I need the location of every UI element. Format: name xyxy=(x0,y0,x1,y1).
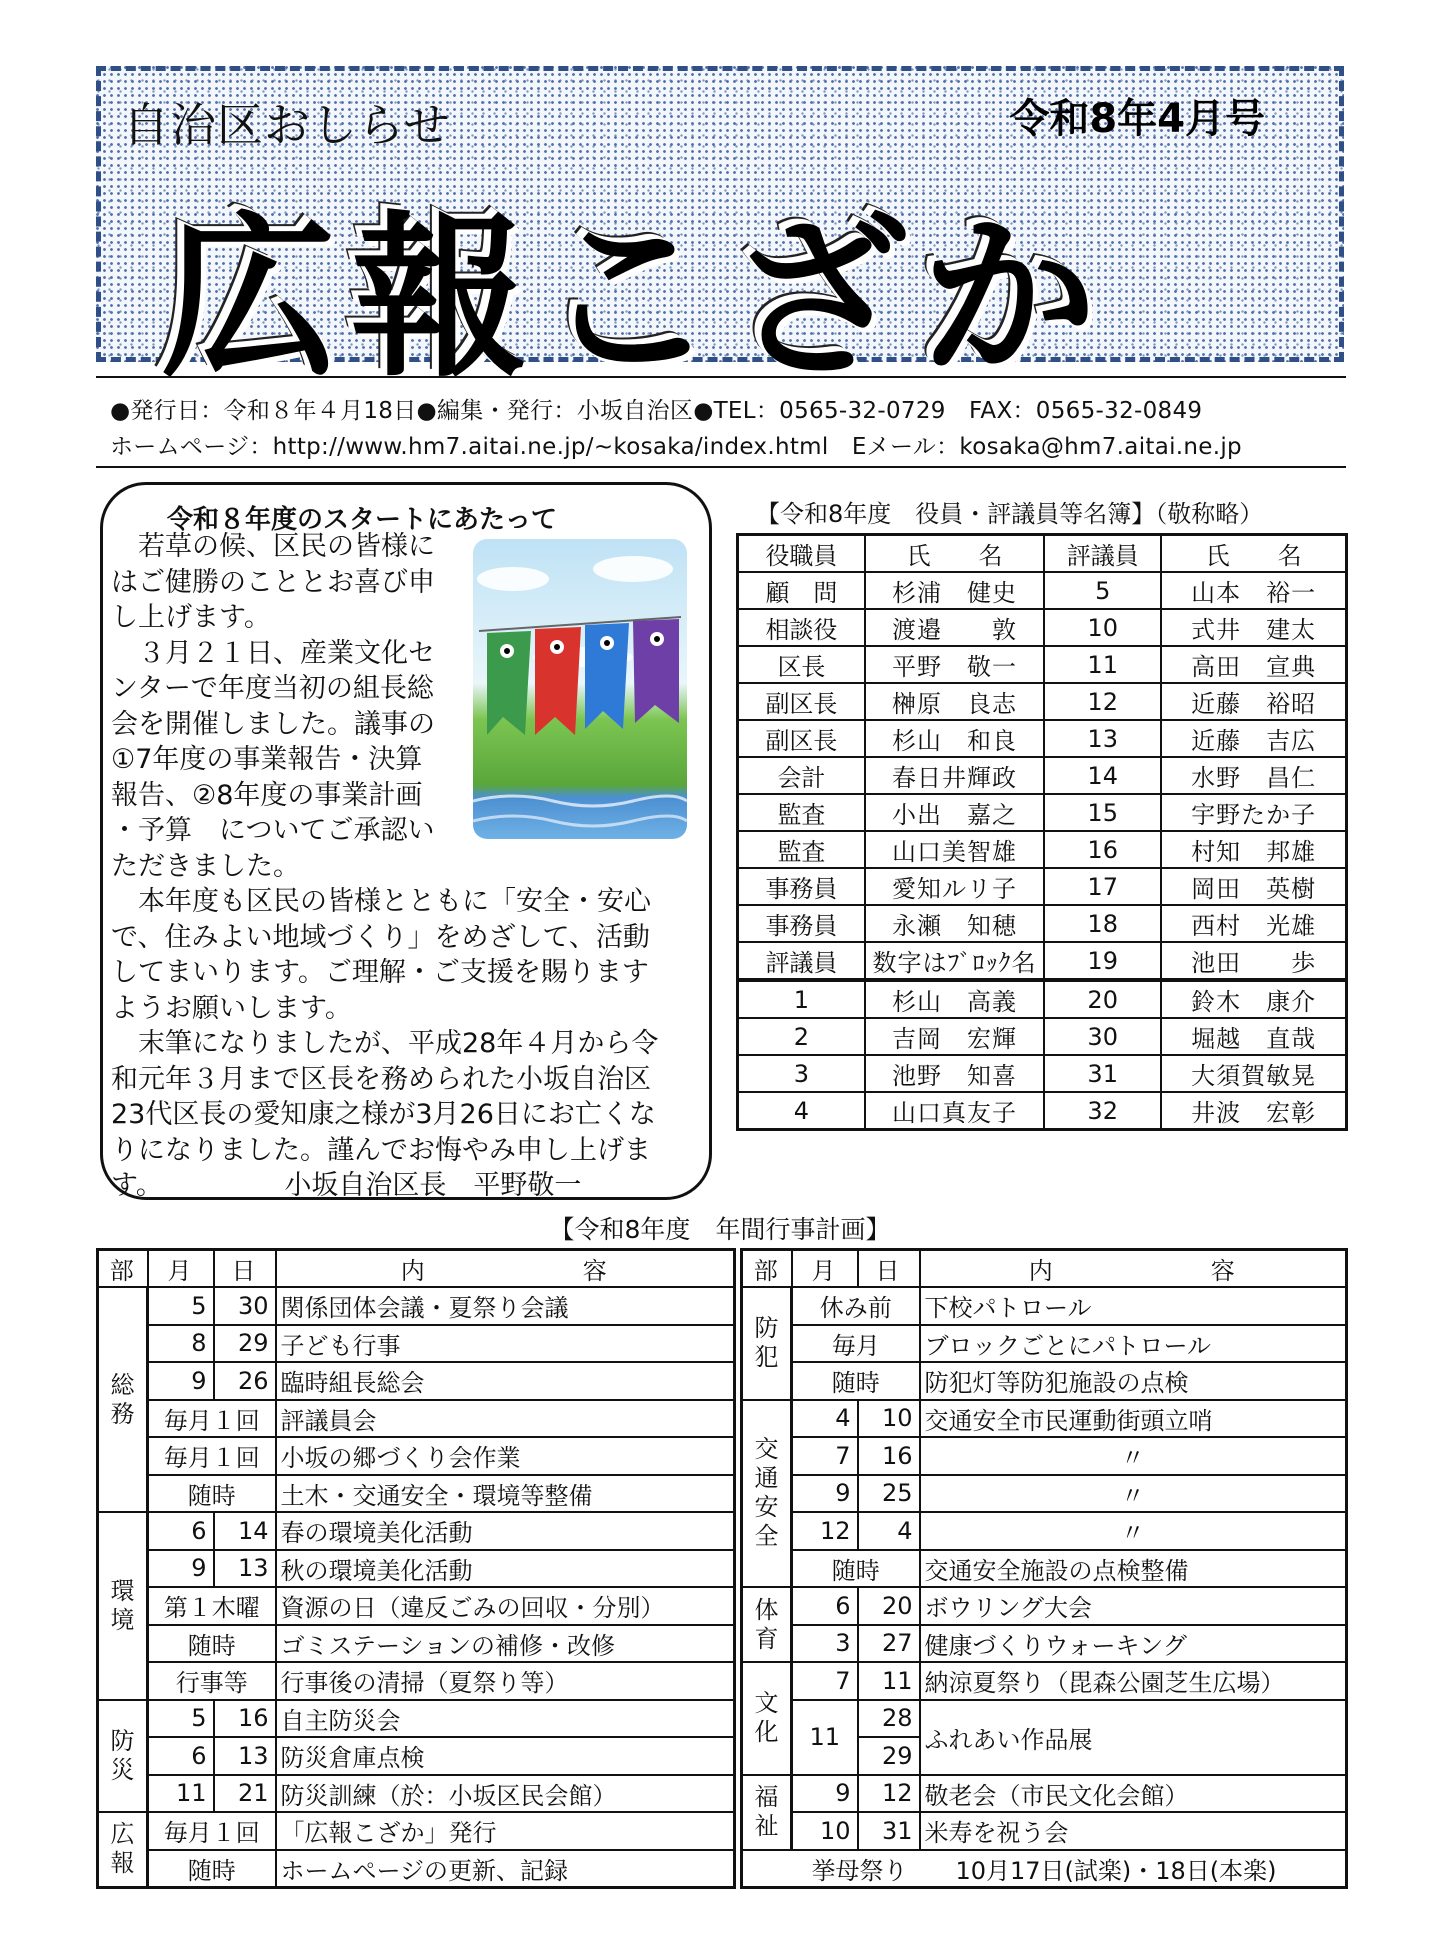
plan-month: 6 xyxy=(148,1512,214,1550)
officers-row xyxy=(738,942,1347,980)
plan-day: 21 xyxy=(214,1775,276,1813)
plan-date: 毎月１回 xyxy=(148,1812,276,1850)
officers-role: 19 xyxy=(1044,942,1161,980)
officers-row xyxy=(738,905,1347,942)
officers-name: 小出 嘉之 xyxy=(865,794,1044,831)
plan-month: 9 xyxy=(148,1362,214,1400)
koinobori-illustration xyxy=(473,539,687,839)
greeting-title: 令和８年度のスタートにあたって xyxy=(167,505,558,535)
plan-month: 6 xyxy=(148,1737,214,1775)
plan-month: 7 xyxy=(792,1662,858,1700)
plan-content: 小坂の郷づくり会作業 xyxy=(276,1437,735,1475)
plan-content: 土木・交通安全・環境等整備 xyxy=(276,1475,735,1513)
officers-role: 13 xyxy=(1044,720,1161,757)
plan-content: ゴミステーションの補修・改修 xyxy=(276,1625,735,1663)
header-content: 内 容 xyxy=(920,1250,1347,1288)
dept-label: 広報 xyxy=(110,1820,135,1878)
plan-month: 3 xyxy=(792,1625,858,1663)
officers-name: 山本 裕一 xyxy=(1161,572,1346,609)
dept-koho xyxy=(98,1812,148,1887)
plan-row xyxy=(98,1512,735,1550)
header-content: 内 容 xyxy=(276,1250,735,1288)
plan-row xyxy=(98,1550,735,1588)
plan-month: 8 xyxy=(148,1325,214,1363)
plan-content: 防災訓練（於：小坂区民会館） xyxy=(276,1775,735,1813)
plan-content: ホームページの更新、記録 xyxy=(276,1850,735,1888)
header-dept: 部 xyxy=(742,1250,792,1288)
plan-content: 〃 xyxy=(920,1437,1347,1475)
officers-role: 監査 xyxy=(738,831,865,868)
officers-name: 村知 邦雄 xyxy=(1161,831,1346,868)
plan-date: 随時 xyxy=(792,1550,920,1588)
plan-row xyxy=(98,1437,735,1475)
officers-name: 堀越 直哉 xyxy=(1161,1018,1346,1055)
officers-row xyxy=(738,1055,1347,1092)
plan-row xyxy=(742,1400,1347,1438)
officers-role: 評議員 xyxy=(738,942,865,980)
dept-label: 防犯 xyxy=(754,1314,779,1372)
greeting-body: 若草の候、区民の皆様に はご健勝のこととお喜び申 し上げます。 ３月２１日、産業文化セ ンターで年度当初の組長総 会を開催しました。議事の ①7年度の事業報告・決算 報告、②8年度の事業計画 ・予算 についてご承認い ただきました。 本年度も区民の皆様とともに「安全・安心 で、住みよい地域づくり」をめざして、活動 してまいります。ご理解・ご支援を賜ります ようお願いします。 末筆になりましたが、平成28年４月から令 和元年３月まで区長を務められた小坂自治区 23代区長の愛知康之様が3月26日にお亡くな りになりました。謹んでお悔やみ申し上げま す。 小坂自治区長 平野敬一 xyxy=(111,531,659,1201)
officers-name: 杉浦 健史 xyxy=(865,572,1044,609)
officers-role: 16 xyxy=(1044,831,1161,868)
plan-month: 9 xyxy=(792,1475,858,1513)
plan-row xyxy=(742,1512,1347,1550)
officers-row xyxy=(738,980,1347,1018)
plan-date: 毎月１回 xyxy=(148,1400,276,1438)
plan-content: 防災倉庫点検 xyxy=(276,1737,735,1775)
plan-day: 28 xyxy=(858,1700,920,1738)
plan-row xyxy=(98,1587,735,1625)
dept-label: 福祉 xyxy=(754,1783,779,1840)
plan-day: 25 xyxy=(858,1475,920,1513)
officers-role: 32 xyxy=(1044,1092,1161,1130)
officers-row xyxy=(738,831,1347,868)
plan-month: 9 xyxy=(792,1775,858,1813)
officers-role: 相談役 xyxy=(738,609,865,646)
officers-name: 愛知ルリ子 xyxy=(865,868,1044,905)
officers-name: 榊原 良志 xyxy=(865,683,1044,720)
officers-role: 1 xyxy=(738,980,865,1018)
plan-content: 〃 xyxy=(920,1475,1347,1513)
officers-header: 氏 名 xyxy=(1161,535,1346,573)
plan-row xyxy=(742,1625,1347,1663)
plan-content: 下校パトロール xyxy=(920,1287,1347,1325)
plan-row xyxy=(98,1850,735,1888)
officers-role: 31 xyxy=(1044,1055,1161,1092)
dept-kotsu xyxy=(742,1400,792,1588)
dept-kankyo xyxy=(98,1512,148,1700)
plan-day: 16 xyxy=(858,1437,920,1475)
officers-name: 山口真友子 xyxy=(865,1092,1044,1130)
officers-role: 区長 xyxy=(738,646,865,683)
officers-name: 永瀬 知穂 xyxy=(865,905,1044,942)
officers-row xyxy=(738,868,1347,905)
plan-content: 交通安全施設の点検整備 xyxy=(920,1550,1347,1588)
plan-content: ブロックごとにパトロール xyxy=(920,1325,1347,1363)
plan-date: 毎月１回 xyxy=(148,1437,276,1475)
plan-month: 4 xyxy=(792,1400,858,1438)
header-day: 日 xyxy=(214,1250,276,1288)
plan-content: 自主防災会 xyxy=(276,1700,735,1738)
greeting-box xyxy=(100,482,712,1200)
plan-row xyxy=(98,1737,735,1775)
plan-row xyxy=(98,1475,735,1513)
plan-row xyxy=(742,1775,1347,1813)
plan-row xyxy=(742,1475,1347,1513)
officers-role: 11 xyxy=(1044,646,1161,683)
plan-day: 13 xyxy=(214,1737,276,1775)
officers-row xyxy=(738,609,1347,646)
newsletter-title: 広報こざか xyxy=(161,196,1112,401)
masthead xyxy=(96,66,1344,401)
divider xyxy=(96,376,1346,378)
officers-name: 大須賀敏晃 xyxy=(1161,1055,1346,1092)
plan-row xyxy=(98,1662,735,1700)
plan-month: 5 xyxy=(148,1287,214,1325)
plan-table-left xyxy=(96,1248,736,1889)
plan-day: 10 xyxy=(858,1400,920,1438)
officers-row xyxy=(738,1018,1347,1055)
plan-day: 29 xyxy=(858,1737,920,1775)
officers-name: 杉山 高義 xyxy=(865,980,1044,1018)
plan-row xyxy=(98,1362,735,1400)
publication-info: ●発行日：令和８年４月18日●編集・発行：小坂自治区●TEL：0565-32-0729 FAX：0565-32-0849 xyxy=(110,398,1203,424)
plan-caption: 【令和8年度 年間行事計画】 xyxy=(549,1215,891,1244)
officers-name: 西村 光雄 xyxy=(1161,905,1346,942)
plan-row xyxy=(742,1362,1347,1400)
officers-role: 30 xyxy=(1044,1018,1161,1055)
plan-month: 11 xyxy=(148,1775,214,1813)
plan-date: 第１木曜 xyxy=(148,1587,276,1625)
officers-role: 顧 問 xyxy=(738,572,865,609)
officers-role: 5 xyxy=(1044,572,1161,609)
plan-content: 納涼夏祭り（毘森公園芝生広場） xyxy=(920,1662,1347,1700)
officers-name: 式井 建太 xyxy=(1161,609,1346,646)
officers-name: 平野 敬一 xyxy=(865,646,1044,683)
dept-fukushi xyxy=(742,1775,792,1850)
plan-month: 11 xyxy=(792,1700,858,1775)
plan-day: 14 xyxy=(214,1512,276,1550)
officers-role: 14 xyxy=(1044,757,1161,794)
plan-content: 交通安全市民運動街頭立哨 xyxy=(920,1400,1347,1438)
dept-bunka xyxy=(742,1662,792,1775)
contact-info: ホームページ：http://www.hm7.aitai.ne.jp/~kosaka/index.html Eメール：kosaka@hm7.aitai.ne.jp xyxy=(110,434,1242,460)
dept-bosai xyxy=(98,1700,148,1813)
officers-name: 渡邉 敦 xyxy=(865,609,1044,646)
dept-label: 総務 xyxy=(110,1370,135,1428)
officers-role: 20 xyxy=(1044,980,1161,1018)
issue-date: 令和8年4月号 xyxy=(1009,96,1265,142)
dept-bohan xyxy=(742,1287,792,1400)
plan-content: 春の環境美化活動 xyxy=(276,1512,735,1550)
plan-day: 11 xyxy=(858,1662,920,1700)
officers-role: 監査 xyxy=(738,794,865,831)
plan-month: 7 xyxy=(792,1437,858,1475)
officers-role: 3 xyxy=(738,1055,865,1092)
header-dept: 部 xyxy=(98,1250,148,1288)
plan-row xyxy=(98,1775,735,1813)
plan-date: 毎月 xyxy=(792,1325,920,1363)
plan-row xyxy=(98,1325,735,1363)
officers-role: 事務員 xyxy=(738,905,865,942)
plan-content: ボウリング大会 xyxy=(920,1587,1347,1625)
plan-row xyxy=(98,1625,735,1663)
officers-role: 事務員 xyxy=(738,868,865,905)
plan-content: 「広報こざか」発行 xyxy=(276,1812,735,1850)
plan-date: 随時 xyxy=(148,1625,276,1663)
officers-caption: 【令和8年度 役員・評議員等名簿】（敬称略） xyxy=(756,500,1264,528)
plan-day: 20 xyxy=(858,1587,920,1625)
officers-role: 10 xyxy=(1044,609,1161,646)
officers-row xyxy=(738,683,1347,720)
festival-row xyxy=(742,1850,1347,1888)
plan-day: 12 xyxy=(858,1775,920,1813)
plan-month: 10 xyxy=(792,1812,858,1850)
plan-content: 評議員会 xyxy=(276,1400,735,1438)
plan-date: 休み前 xyxy=(792,1287,920,1325)
plan-month: 6 xyxy=(792,1587,858,1625)
officers-name: 高田 宣典 xyxy=(1161,646,1346,683)
officers-name: 水野 昌仁 xyxy=(1161,757,1346,794)
plan-date: 行事等 xyxy=(148,1662,276,1700)
plan-content: 敬老会（市民文化会館） xyxy=(920,1775,1347,1813)
officers-row xyxy=(738,646,1347,683)
plan-content: 臨時組長総会 xyxy=(276,1362,735,1400)
plan-day: 30 xyxy=(214,1287,276,1325)
officers-name: 宇野たか子 xyxy=(1161,794,1346,831)
koinobori-icon xyxy=(473,539,687,839)
officers-row xyxy=(738,720,1347,757)
plan-date: 随時 xyxy=(148,1850,276,1888)
officers-name: 井波 宏彰 xyxy=(1161,1092,1346,1130)
officers-name: 近藤 裕昭 xyxy=(1161,683,1346,720)
plan-day: 16 xyxy=(214,1700,276,1738)
plan-content: 子ども行事 xyxy=(276,1325,735,1363)
officers-role: 副区長 xyxy=(738,720,865,757)
header-month: 月 xyxy=(148,1250,214,1288)
plan-content: 健康づくりウォーキング xyxy=(920,1625,1347,1663)
officers-row xyxy=(738,572,1347,609)
plan-day: 26 xyxy=(214,1362,276,1400)
dept-somu xyxy=(98,1287,148,1512)
header-month: 月 xyxy=(792,1250,858,1288)
plan-day: 13 xyxy=(214,1550,276,1588)
festival-info: 挙母祭り 10月17日(試楽)・18日(本楽) xyxy=(742,1850,1347,1888)
officers-role: 会計 xyxy=(738,757,865,794)
officers-name: 鈴木 康介 xyxy=(1161,980,1346,1018)
plan-content: 〃 xyxy=(920,1512,1347,1550)
officers-header-row xyxy=(738,535,1347,573)
officers-role: 2 xyxy=(738,1018,865,1055)
divider xyxy=(96,466,1346,468)
plan-content: 秋の環境美化活動 xyxy=(276,1550,735,1588)
officers-name: 岡田 英樹 xyxy=(1161,868,1346,905)
officers-name: 池野 知喜 xyxy=(865,1055,1044,1092)
plan-month: 12 xyxy=(792,1512,858,1550)
plan-date: 随時 xyxy=(792,1362,920,1400)
plan-row xyxy=(98,1400,735,1438)
officers-name: 山口美智雄 xyxy=(865,831,1044,868)
officers-name: 近藤 吉広 xyxy=(1161,720,1346,757)
officers-header: 役職員 xyxy=(738,535,865,573)
officers-header: 氏 名 xyxy=(865,535,1044,573)
officers-name: 吉岡 宏輝 xyxy=(865,1018,1044,1055)
plan-day: 29 xyxy=(214,1325,276,1363)
plan-content: 防犯灯等防犯施設の点検 xyxy=(920,1362,1347,1400)
officers-role: 4 xyxy=(738,1092,865,1130)
plan-row xyxy=(742,1700,1347,1738)
dept-label: 環境 xyxy=(110,1576,135,1634)
officers-header: 評議員 xyxy=(1044,535,1161,573)
plan-content: 関係団体会議・夏祭り会議 xyxy=(276,1287,735,1325)
plan-row xyxy=(742,1550,1347,1588)
plan-row xyxy=(98,1812,735,1850)
plan-date: 随時 xyxy=(148,1475,276,1513)
plan-content: 行事後の清掃（夏祭り等） xyxy=(276,1662,735,1700)
officers-role: 12 xyxy=(1044,683,1161,720)
plan-month: 5 xyxy=(148,1700,214,1738)
dept-label: 防災 xyxy=(110,1726,135,1784)
plan-content: ふれあい作品展 xyxy=(920,1700,1347,1775)
plan-table-right xyxy=(740,1248,1348,1889)
officers-name: 数字はﾌﾞﾛｯｸ名 xyxy=(865,942,1044,980)
plan-row xyxy=(98,1287,735,1325)
plan-row xyxy=(742,1812,1347,1850)
officers-row xyxy=(738,1092,1347,1130)
plan-row xyxy=(742,1662,1347,1700)
officers-table xyxy=(736,533,1348,1131)
plan-content: 米寿を祝う会 xyxy=(920,1812,1347,1850)
dept-taiiku xyxy=(742,1587,792,1662)
officers-role: 18 xyxy=(1044,905,1161,942)
officers-row xyxy=(738,794,1347,831)
officers-role: 15 xyxy=(1044,794,1161,831)
officers-name: 池田 歩 xyxy=(1161,942,1346,980)
dept-label: 文化 xyxy=(754,1689,779,1747)
officers-row xyxy=(738,757,1347,794)
masthead-label: 自治区おしらせ xyxy=(123,98,451,152)
header-day: 日 xyxy=(858,1250,920,1288)
plan-row xyxy=(742,1287,1347,1325)
plan-day: 4 xyxy=(858,1512,920,1550)
plan-row xyxy=(742,1325,1347,1363)
plan-day: 27 xyxy=(858,1625,920,1663)
officers-name: 春日井輝政 xyxy=(865,757,1044,794)
plan-content: 資源の日（違反ごみの回収・分別） xyxy=(276,1587,735,1625)
plan-row xyxy=(98,1700,735,1738)
officers-name: 杉山 和良 xyxy=(865,720,1044,757)
dept-label: 体育 xyxy=(754,1595,779,1653)
plan-month: 9 xyxy=(148,1550,214,1588)
plan-row xyxy=(742,1437,1347,1475)
plan-row xyxy=(742,1587,1347,1625)
dept-label: 交通安全 xyxy=(754,1435,779,1551)
officers-role: 副区長 xyxy=(738,683,865,720)
officers-role: 17 xyxy=(1044,868,1161,905)
plan-day: 31 xyxy=(858,1812,920,1850)
